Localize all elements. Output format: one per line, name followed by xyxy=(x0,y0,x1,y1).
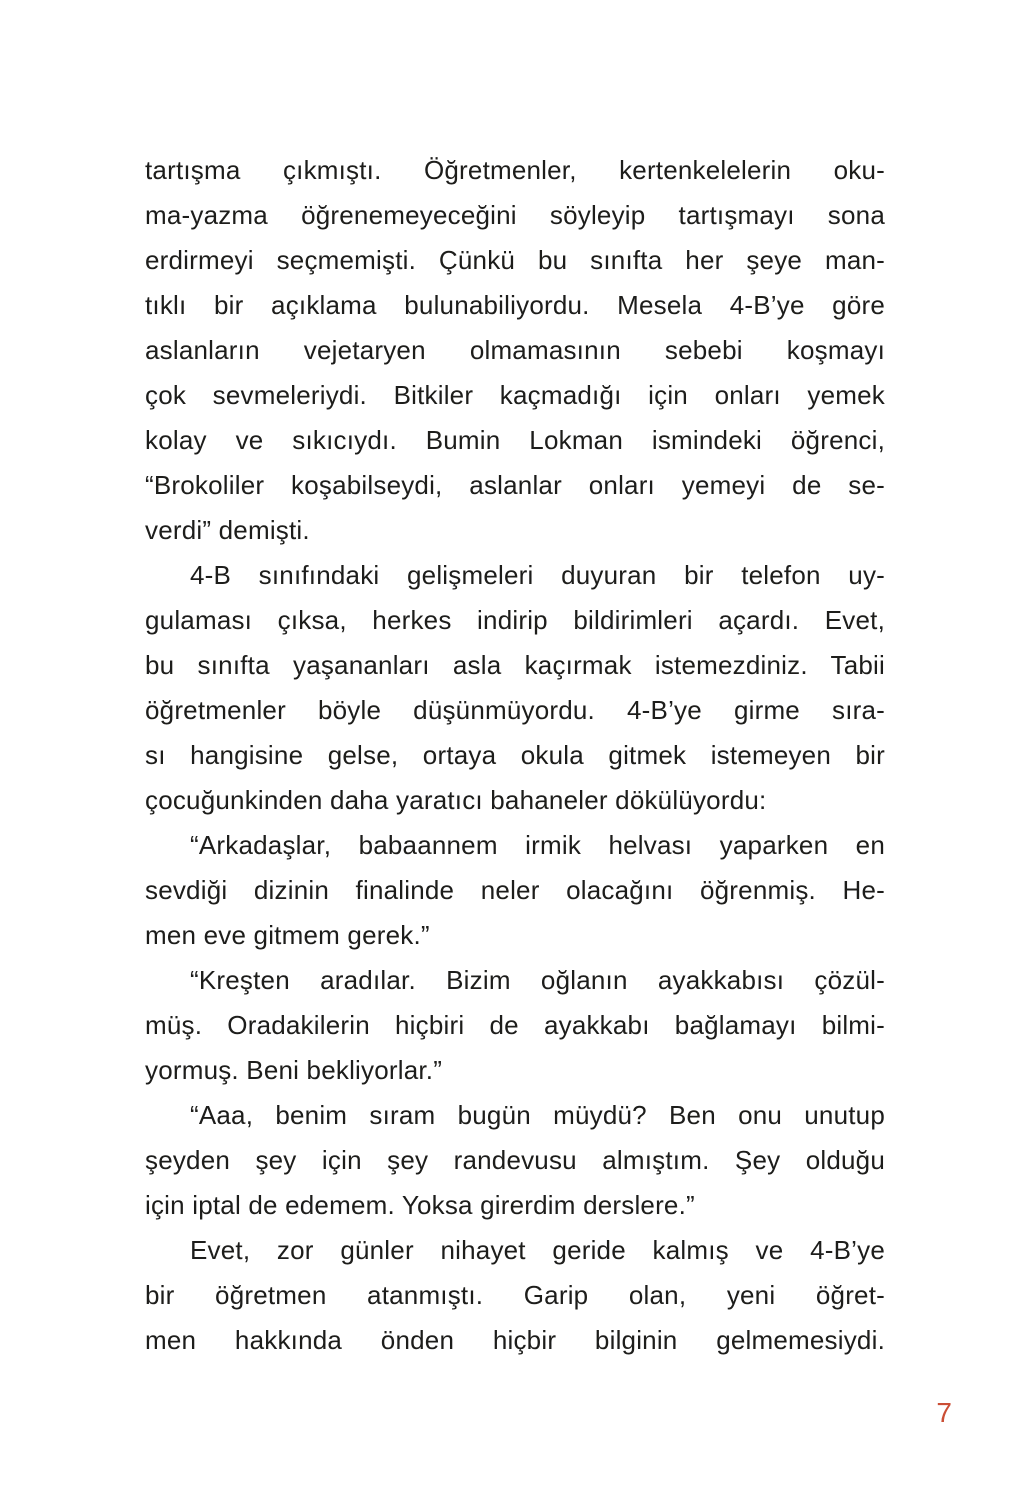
text-line: men eve gitmem gerek.” xyxy=(145,920,430,950)
text-line: gulaması çıksa, herkes indirip bildirimleri açardı. Evet, xyxy=(145,605,885,635)
text-line: men hakkında önden hiçbir bilginin gelmemesiydi. xyxy=(145,1325,885,1355)
body-text xyxy=(145,148,885,1363)
text-line: “Aaa, benim sıram bugün müydü? Ben onu unutup xyxy=(190,1100,885,1130)
text-line: 4-B sınıfındaki gelişmeleri duyuran bir telefon uy- xyxy=(190,560,885,590)
text-line: kolay ve sıkıcıydı. Bumin Lokman ismindeki öğrenci, xyxy=(145,425,885,455)
text-line: öğretmenler böyle düşünmüyordu. 4-B’ye girme sıra- xyxy=(145,695,885,725)
text-line: “Arkadaşlar, babaannem irmik helvası yaparken en xyxy=(190,830,885,860)
text-line: tıklı bir açıklama bulunabiliyordu. Mesela 4-B’ye göre xyxy=(145,290,885,320)
text-line: için iptal de edemem. Yoksa girerdim derslere.” xyxy=(145,1190,695,1220)
text-line: sevdiği dizinin finalinde neler olacağını öğrenmiş. He- xyxy=(145,875,885,905)
text-line: sı hangisine gelse, ortaya okula gitmek istemeyen bir xyxy=(145,740,885,770)
text-line: çok sevmeleriydi. Bitkiler kaçmadığı için onları yemek xyxy=(145,380,885,410)
page-number: 7 xyxy=(936,1397,952,1428)
text-line: ma-yazma öğrenemeyeceğini söyleyip tartışmayı sona xyxy=(145,200,885,230)
text-line: bu sınıfta yaşananları asla kaçırmak istemezdiniz. Tabii xyxy=(145,650,885,680)
text-line: “Kreşten aradılar. Bizim oğlanın ayakkabısı çözül- xyxy=(190,965,885,995)
text-line: şeyden şey için şey randevusu almıştım. Şey olduğu xyxy=(145,1145,885,1175)
text-line: erdirmeyi seçmemişti. Çünkü bu sınıfta her şeye man- xyxy=(145,245,885,275)
text-line: bir öğretmen atanmıştı. Garip olan, yeni öğret- xyxy=(145,1280,885,1310)
text-line: tartışma çıkmıştı. Öğretmenler, kertenkelelerin oku- xyxy=(145,155,885,185)
text-line: yormuş. Beni bekliyorlar.” xyxy=(145,1055,443,1085)
text-line: aslanların vejetaryen olmamasının sebebi koşmayı xyxy=(145,335,885,365)
text-line: Evet, zor günler nihayet geride kalmış ve 4-B’ye xyxy=(190,1235,885,1265)
text-line: müş. Oradakilerin hiçbiri de ayakkabı bağlamayı bilmi- xyxy=(145,1010,885,1040)
text-line: “Brokoliler koşabilseydi, aslanlar onları yemeyi de se- xyxy=(145,470,885,500)
text-line: çocuğunkinden daha yaratıcı bahaneler dökülüyordu: xyxy=(145,785,767,815)
text-line: verdi” demişti. xyxy=(145,515,310,545)
